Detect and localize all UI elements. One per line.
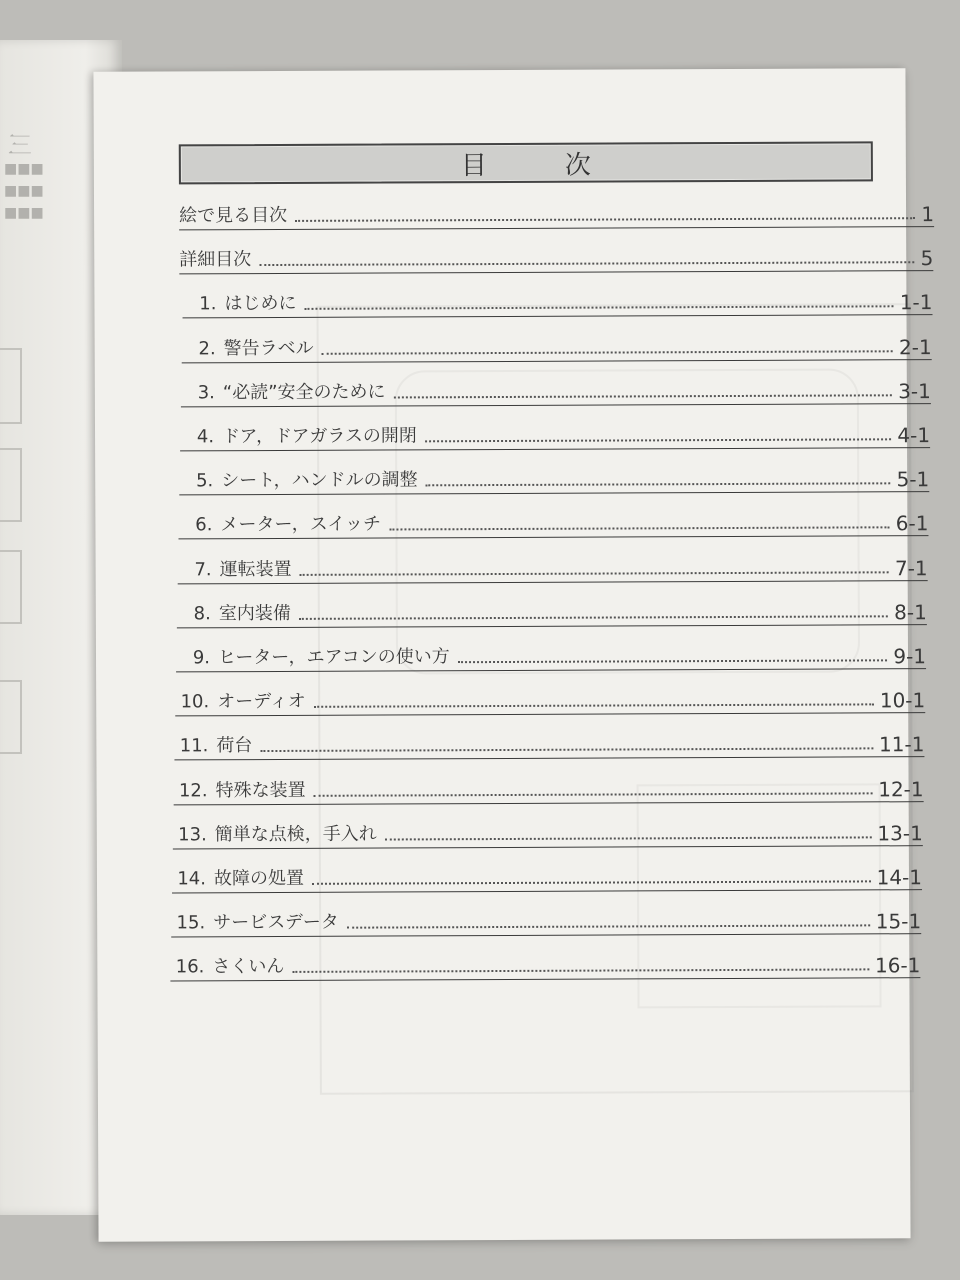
table-of-contents bbox=[93, 68, 935, 1242]
toc-entry-page: 16-1 bbox=[874, 953, 921, 978]
toc-entry-number: 2. bbox=[198, 337, 216, 359]
toc-entry-title: 簡単な点検，手入れ bbox=[214, 823, 377, 846]
toc-entry-label bbox=[174, 731, 252, 759]
dot-leader bbox=[426, 482, 891, 486]
toc-entry bbox=[179, 244, 933, 274]
toc-entry-number: 15. bbox=[176, 912, 206, 934]
toc-entry-title: 故障の処置 bbox=[213, 867, 305, 890]
facing-page-bleed-box bbox=[0, 348, 22, 424]
toc-entry-page: 11-1 bbox=[878, 732, 925, 757]
toc-entry-page: 9-1 bbox=[893, 644, 927, 669]
toc-entry bbox=[181, 377, 931, 407]
toc-entry-title: ドア，ドアガラスの開閉 bbox=[221, 425, 417, 448]
toc-entry-number: 13. bbox=[178, 824, 207, 846]
toc-entry-page: 3-1 bbox=[898, 378, 931, 404]
toc-entry-title: サービスデータ bbox=[213, 911, 339, 934]
toc-entry bbox=[177, 598, 927, 628]
toc-entry-label bbox=[181, 377, 386, 406]
toc-entry bbox=[179, 465, 929, 495]
dot-leader bbox=[299, 615, 888, 620]
toc-entry-number: 12. bbox=[178, 779, 208, 802]
toc-entry bbox=[180, 421, 930, 451]
toc-entry-page: 5 bbox=[920, 246, 934, 271]
toc-entry bbox=[174, 731, 924, 761]
toc-entry-title: はじめに bbox=[224, 293, 297, 315]
toc-entry-label bbox=[173, 819, 377, 848]
toc-entry-label bbox=[179, 466, 418, 495]
toc-entry-label bbox=[174, 775, 306, 804]
dot-leader bbox=[322, 350, 893, 354]
toc-entry-page: 4-1 bbox=[897, 423, 931, 448]
facing-page-bleed-text: ■■■ ■■■ ■■■ bbox=[4, 161, 44, 221]
toc-entry bbox=[178, 554, 928, 584]
toc-entry-number: 8. bbox=[193, 603, 211, 625]
dot-leader bbox=[314, 704, 874, 708]
dot-leader bbox=[394, 394, 893, 398]
toc-entry bbox=[171, 907, 921, 937]
toc-entry-label bbox=[178, 510, 381, 539]
dot-leader bbox=[312, 880, 871, 884]
toc-entry-label bbox=[177, 599, 291, 627]
toc-entry-title: ヒーター，エアコンの使い方 bbox=[217, 646, 450, 669]
toc-entry-title: オーディオ bbox=[217, 691, 306, 713]
dot-leader bbox=[300, 571, 889, 576]
toc-entry-page: 1 bbox=[921, 202, 935, 227]
toc-entry-title: 詳細目次 bbox=[179, 249, 252, 271]
toc-entry-page: 14-1 bbox=[876, 865, 923, 890]
toc-entry-number: 5. bbox=[196, 470, 214, 492]
facing-page-bleed-box bbox=[0, 680, 22, 754]
toc-page bbox=[93, 68, 935, 1242]
toc-entry bbox=[175, 686, 925, 716]
toc-entry-title: 警告ラベル bbox=[223, 337, 314, 359]
toc-entry-label bbox=[172, 864, 304, 893]
toc-entry-title: シート，ハンドルの調整 bbox=[221, 469, 418, 492]
toc-entry-number: 7. bbox=[194, 558, 212, 580]
toc-entry-page: 6-1 bbox=[895, 511, 929, 536]
toc-entry-label bbox=[176, 642, 450, 671]
toc-entry-page: 12-1 bbox=[878, 776, 924, 801]
toc-entry-page: 15-1 bbox=[875, 909, 922, 934]
toc-entry bbox=[173, 819, 923, 849]
dot-leader bbox=[314, 792, 873, 796]
toc-entry-number: 6. bbox=[195, 514, 213, 536]
toc-entry-label bbox=[182, 289, 296, 317]
toc-entry-number: 9. bbox=[192, 647, 211, 669]
toc-entry-label bbox=[182, 333, 314, 362]
dot-leader bbox=[458, 659, 888, 663]
dot-leader bbox=[295, 217, 915, 222]
toc-entry-page: 2-1 bbox=[898, 334, 932, 359]
toc-entry bbox=[182, 333, 932, 363]
dot-leader bbox=[260, 748, 873, 753]
toc-entry bbox=[176, 642, 926, 672]
toc-entry-page: 7-1 bbox=[894, 555, 928, 580]
toc-entry-page: 10-1 bbox=[879, 688, 926, 713]
toc-entry-label bbox=[170, 952, 284, 980]
dot-leader bbox=[425, 438, 892, 442]
toc-entry bbox=[170, 952, 920, 982]
toc-entry-number: 10. bbox=[180, 691, 210, 713]
toc-entry-number: 11. bbox=[179, 735, 209, 757]
toc-entry-label bbox=[179, 245, 251, 273]
facing-page-bleed-box bbox=[0, 550, 22, 624]
toc-entry-title: “必読”安全のために bbox=[222, 381, 386, 404]
dot-leader bbox=[389, 527, 890, 531]
toc-entry-label bbox=[175, 687, 306, 716]
toc-entry-label bbox=[179, 201, 287, 229]
toc-entry-label bbox=[171, 908, 339, 937]
toc-entry-label bbox=[178, 555, 292, 583]
toc-entry-number: 4. bbox=[196, 426, 215, 448]
toc-entry bbox=[182, 289, 932, 319]
toc-entry-title: 室内装備 bbox=[218, 602, 291, 625]
toc-entry-page: 5-1 bbox=[896, 467, 930, 492]
toc-entry-number: 3. bbox=[197, 382, 215, 404]
toc-entry bbox=[172, 863, 922, 893]
toc-entry-label bbox=[180, 421, 417, 450]
toc-entry-title: 荷台 bbox=[216, 735, 253, 757]
page-title: 目次 bbox=[460, 149, 669, 181]
toc-entry-number: 14. bbox=[177, 868, 207, 890]
dot-leader bbox=[347, 925, 870, 929]
toc-entry bbox=[174, 775, 924, 805]
toc-entry bbox=[179, 200, 934, 230]
dot-leader bbox=[304, 306, 893, 311]
toc-entry-title: 特殊な装置 bbox=[215, 779, 306, 801]
toc-entry-title: さくいん bbox=[212, 956, 285, 978]
toc-entry-page: 1-1 bbox=[899, 290, 933, 315]
toc-entry-title: 絵で見る目次 bbox=[179, 204, 288, 227]
facing-page-bleed-mark: 三 bbox=[8, 131, 32, 159]
toc-entry-number: 1. bbox=[199, 293, 217, 315]
toc-entry bbox=[178, 510, 928, 540]
toc-entry-page: 13-1 bbox=[877, 820, 923, 846]
toc-entry-title: メーター，スイッチ bbox=[220, 513, 382, 536]
toc-entry-title: 運転装置 bbox=[219, 558, 292, 580]
dot-leader bbox=[385, 836, 872, 840]
toc-entry-page: 8-1 bbox=[894, 599, 927, 625]
dot-leader bbox=[259, 261, 914, 266]
dot-leader bbox=[292, 969, 869, 974]
toc-entry-number: 16. bbox=[175, 956, 205, 978]
facing-page-bleed-box bbox=[0, 448, 22, 522]
